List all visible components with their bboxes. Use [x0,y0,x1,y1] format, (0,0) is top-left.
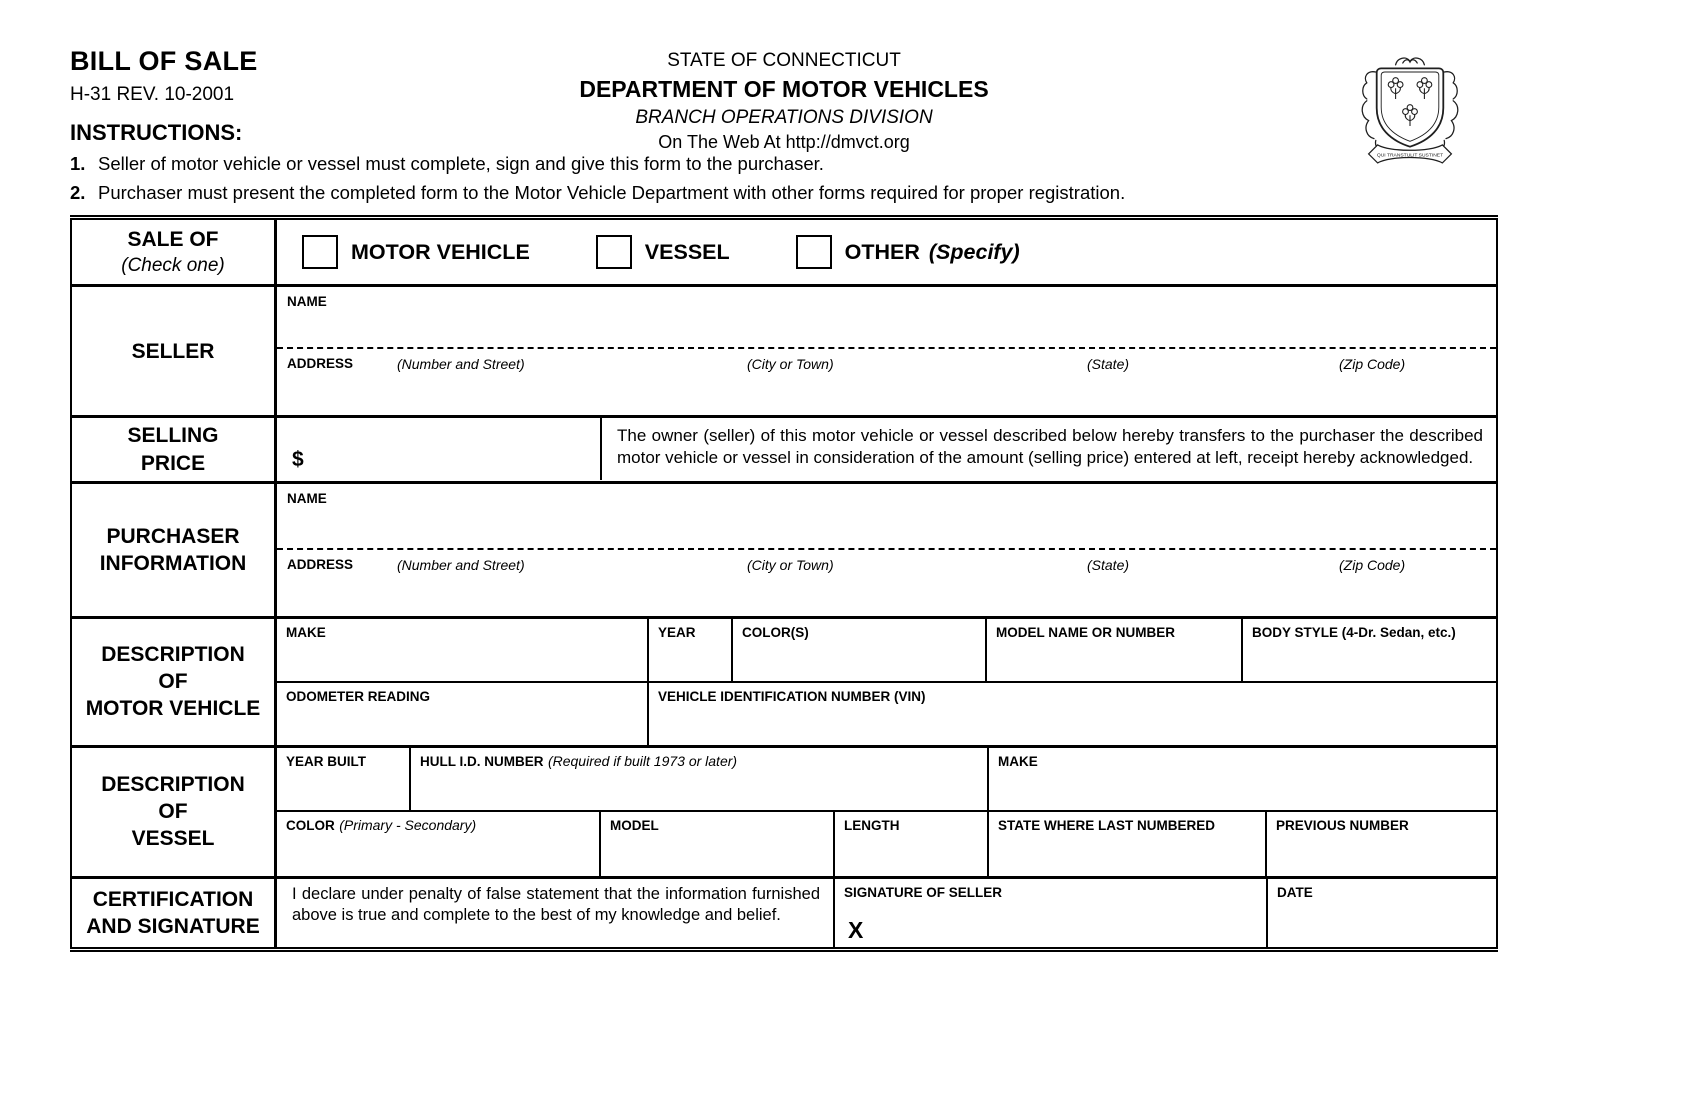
vehicle-label-line3: MOTOR VEHICLE [85,697,261,721]
seller-signature-field[interactable] [835,879,1268,947]
state-note: (State) [1087,556,1130,573]
vessel-make-field[interactable] [989,748,1496,810]
state-name: STATE OF CONNECTICUT [667,50,901,71]
vehicle-model-field[interactable] [987,619,1243,681]
vehicle-make-label: MAKE [286,624,326,640]
table-bottom-rule [70,949,1498,952]
vessel-option-label: VESSEL [644,239,730,264]
vessel-previous-number-field[interactable] [1267,812,1496,876]
seller-name-label: NAME [287,294,327,310]
street-note: (Number and Street) [397,556,525,573]
vessel-hull-id-note: (Required if built 1973 or later) [547,752,738,769]
sale-of-section-label [72,220,277,284]
vessel-model-field[interactable] [601,812,835,876]
signature-of-seller-label: SIGNATURE OF SELLER [844,884,1003,900]
vehicle-label-line2: OF [158,670,188,694]
zip-note: (Zip Code) [1339,356,1406,373]
vessel-year-built-label: YEAR BUILT [286,753,366,769]
motor-vehicle-checkbox[interactable] [302,235,338,269]
vessel-label-line1: DESCRIPTION [101,772,245,796]
signature-x-mark: X [848,916,864,943]
sale-option-motor-vehicle [302,235,530,269]
division-name: BRANCH OPERATIONS DIVISION [635,107,933,128]
vessel-state-numbered-label: STATE WHERE LAST NUMBERED [998,817,1215,833]
instruction-item-2 [70,181,1498,204]
other-checkbox[interactable] [796,235,832,269]
instruction-1-number: 1. [70,153,86,174]
check-one-note: (Check one) [121,254,225,276]
purchaser-label-line2: INFORMATION [99,551,247,575]
vehicle-year-label: YEAR [658,624,696,640]
dollar-sign: $ [292,448,304,472]
vessel-label-line3: VESSEL [131,827,215,851]
certification-label-line1: CERTIFICATION [92,887,254,911]
purchaser-label-line1: PURCHASER [106,524,240,548]
seller-label-text: SELLER [131,339,215,363]
sale-option-other [796,235,1020,269]
purchaser-name-field[interactable] [277,484,1496,550]
vehicle-vin-field[interactable] [649,683,1496,745]
other-specify-note: (Specify) [928,239,1020,264]
date-field[interactable] [1268,879,1496,947]
vessel-hull-id-field[interactable] [411,748,989,810]
seal-motto-text: QUI TRANSTULIT SUSTINET [1376,153,1444,159]
purchaser-address-field[interactable] [277,550,1496,616]
other-option-label: OTHER [844,239,920,264]
vessel-make-label: MAKE [998,753,1038,769]
vessel-previous-number-label: PREVIOUS NUMBER [1276,817,1409,833]
bill-of-sale-table [70,218,1498,949]
declaration-text: I declare under penalty of false statement that the information furnished above is true and complete to the best of my knowledge and belief. [277,879,835,947]
vessel-description-section-label [72,748,277,876]
sale-of-label-text: SALE OF [127,228,219,252]
vessel-color-note: (Primary - Secondary) [339,816,477,833]
vehicle-model-label: MODEL NAME OR NUMBER [996,624,1176,640]
vessel-state-numbered-field[interactable] [989,812,1267,876]
purchaser-address-label: ADDRESS [287,556,354,572]
selling-price-label-line1: SELLING [127,424,219,448]
vehicle-odometer-field[interactable] [277,683,649,745]
vessel-description-row [72,745,1496,876]
vehicle-colors-field[interactable] [733,619,987,681]
agency-header [70,50,1498,153]
vehicle-description-row [72,616,1496,745]
connecticut-state-seal-icon [1356,54,1464,180]
vessel-color-label: COLOR [286,817,335,833]
transfer-statement: The owner (seller) of this motor vehicle or vessel described below hereby transfers to the purchaser the described motor vehicle or vessel in consideration of the amount (selling price) entered at left, receipt hereby acknowledged. [617,426,1483,468]
sale-of-options [277,220,1496,284]
vehicle-make-field[interactable] [277,619,649,681]
date-label: DATE [1277,884,1313,900]
bill-of-sale-document [70,40,1498,952]
website-line: On The Web At http://dmvct.org [658,132,910,152]
vessel-hull-id-label: HULL I.D. NUMBER [420,753,544,769]
vessel-length-label: LENGTH [844,817,900,833]
purchaser-row [72,481,1496,616]
vessel-length-field[interactable] [835,812,989,876]
selling-price-field[interactable] [277,418,602,480]
vehicle-body-style-label: BODY STYLE (4-Dr. Sedan, etc.) [1252,624,1456,640]
vehicle-label-line1: DESCRIPTION [101,642,245,666]
selling-price-section-label [72,418,277,481]
instruction-1-text: Seller of motor vehicle or vessel must complete, sign and give this form to the purchaser. [98,153,824,174]
sale-option-vessel [596,235,730,269]
instruction-item-1 [70,152,1498,175]
vessel-label-line2: OF [158,800,188,824]
vehicle-colors-label: COLOR(S) [742,624,809,640]
certification-row [72,876,1496,947]
vessel-model-label: MODEL [610,817,659,833]
selling-price-row [72,415,1496,481]
certification-section-label [72,879,277,947]
vehicle-year-field[interactable] [649,619,733,681]
seller-section-label [72,287,277,415]
selling-price-label-line2: PRICE [140,451,206,475]
seller-address-field[interactable] [277,349,1496,415]
form-title: BILL OF SALE [70,46,258,76]
vehicle-body-style-field[interactable] [1243,619,1496,681]
form-revision-number: H-31 REV. 10-2001 [70,84,235,105]
sale-of-row [72,220,1496,284]
seller-address-label: ADDRESS [287,356,354,372]
vehicle-description-section-label [72,619,277,745]
vehicle-odometer-label: ODOMETER READING [286,688,431,704]
grapevines-icon [1388,78,1432,126]
vessel-color-field[interactable] [277,812,601,876]
city-note: (City or Town) [747,556,834,573]
instruction-2-number: 2. [70,182,86,204]
street-note: (Number and Street) [397,356,525,373]
purchaser-section-label [72,484,277,616]
instruction-2-text: Purchaser must present the completed form to the Motor Vehicle Department with other forms required for proper registration. [98,182,1126,204]
certification-label-line2: AND SIGNATURE [86,914,260,938]
instructions-heading: INSTRUCTIONS: [70,120,243,145]
document-header [70,40,1498,159]
zip-note: (Zip Code) [1339,556,1406,573]
city-note: (City or Town) [747,356,834,373]
state-note: (State) [1087,356,1130,373]
seller-row [72,284,1496,415]
vessel-checkbox[interactable] [596,235,632,269]
vessel-year-built-field[interactable] [277,748,411,810]
department-name: DEPARTMENT OF MOTOR VEHICLES [579,76,989,102]
purchaser-name-label: NAME [287,490,327,506]
motor-vehicle-option-label: MOTOR VEHICLE [351,239,530,264]
seller-name-field[interactable] [277,287,1496,349]
vehicle-vin-label: VEHICLE IDENTIFICATION NUMBER (VIN) [658,688,926,704]
